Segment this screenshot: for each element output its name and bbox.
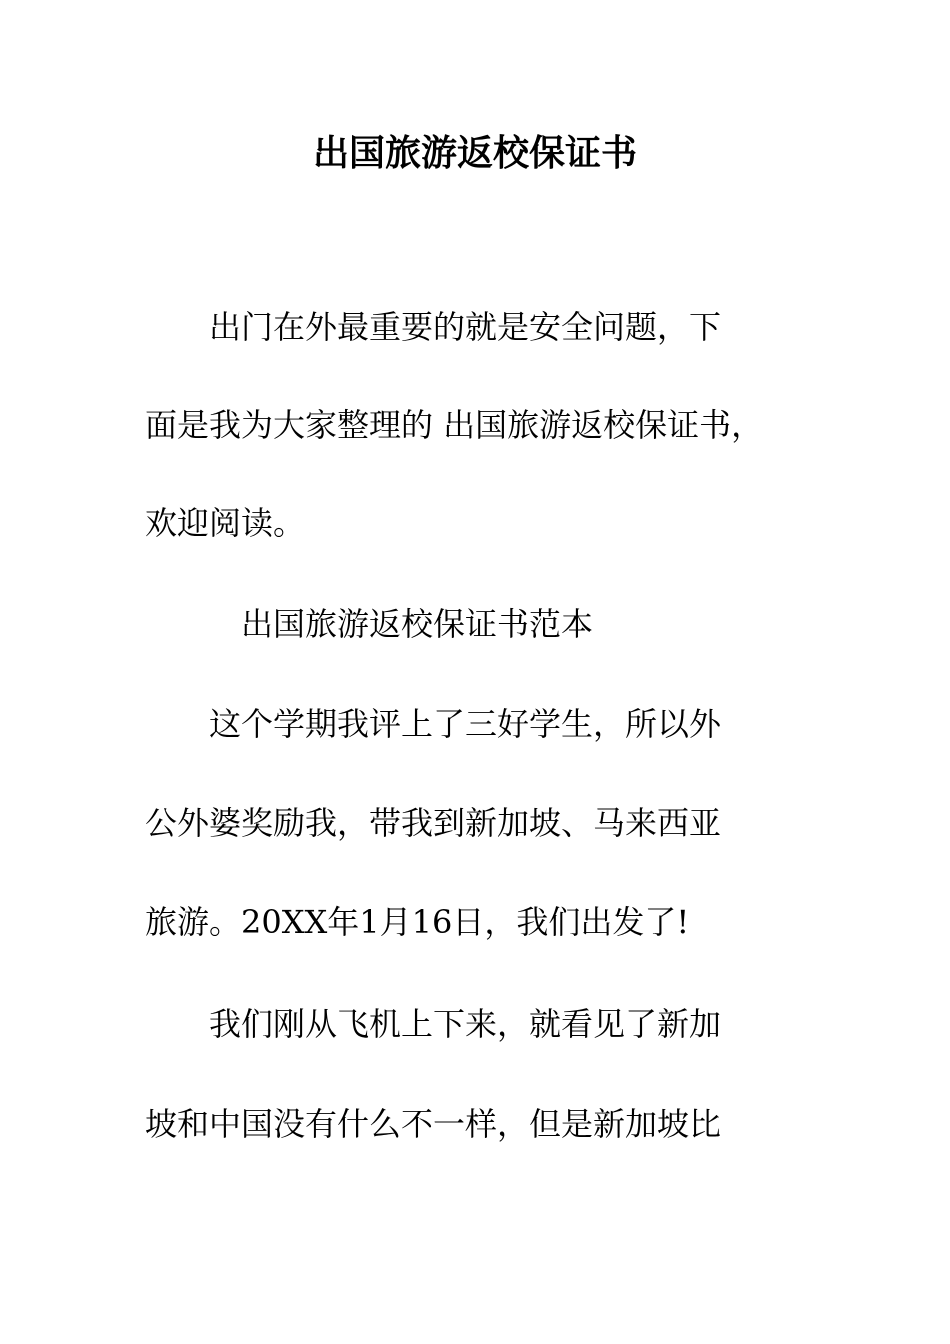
section-heading: 出国旅游返校保证书范本 [145,605,594,643]
paragraph-line-1: 出门在外最重要的就是安全问题，下 [145,308,722,346]
paragraph-line-6: 旅游。20XX年1月16日，我们出发了! [145,903,690,941]
paragraph-line-5: 公外婆奖励我，带我到新加坡、马来西亚 [145,804,722,842]
paragraph-line-8: 坡和中国没有什么不一样，但是新加坡比 [145,1105,722,1143]
paragraph-line-3: 欢迎阅读。 [145,504,306,542]
paragraph-line-2: 面是我为大家整理的 出国旅游返校保证书， [145,406,764,444]
document-title: 出国旅游返校保证书 [312,132,637,174]
paragraph-line-7: 我们刚从飞机上下来，就看见了新加 [145,1005,722,1043]
paragraph-line-4: 这个学期我评上了三好学生，所以外 [145,705,722,743]
